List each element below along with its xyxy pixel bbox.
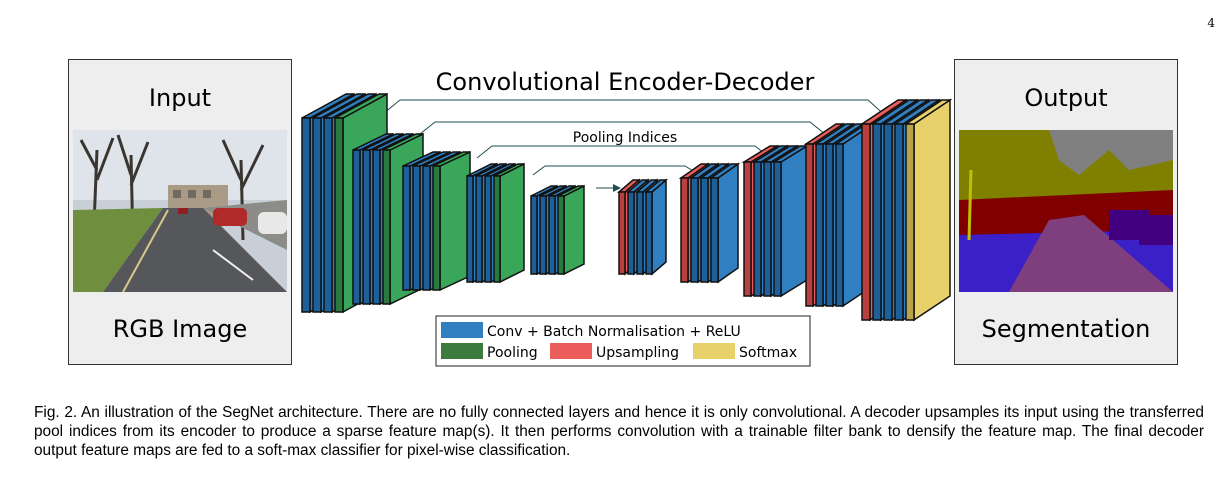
legend-label-conv: Conv + Batch Normalisation + ReLU bbox=[487, 324, 741, 340]
slab-front-face bbox=[906, 124, 914, 320]
legend-label-softmax: Softmax bbox=[739, 345, 798, 361]
slab-front-face bbox=[485, 176, 491, 282]
output-subtitle: Segmentation bbox=[981, 315, 1151, 343]
pooling-arrow-1 bbox=[378, 100, 888, 118]
softmax-layer-10-5 bbox=[906, 100, 950, 320]
slab-front-face bbox=[313, 118, 321, 312]
layer-blocks bbox=[302, 94, 950, 320]
slab-front-face bbox=[324, 118, 332, 312]
slab-front-face bbox=[646, 192, 652, 274]
slab-front-face bbox=[383, 150, 390, 304]
slab-front-face bbox=[353, 150, 360, 304]
slab-front-face bbox=[826, 144, 833, 306]
conv-layer-7-4 bbox=[711, 164, 738, 282]
slab-front-face bbox=[540, 196, 546, 274]
slab-front-face bbox=[476, 176, 482, 282]
slab-side-face bbox=[500, 164, 524, 282]
legend-label-upsampling: Upsampling bbox=[596, 345, 680, 361]
slab-front-face bbox=[423, 166, 430, 290]
slab-front-face bbox=[403, 166, 410, 290]
slab-front-face bbox=[373, 150, 380, 304]
figure-caption: Fig. 2. An illustration of the SegNet architecture. There are no fully connected layers and hence it is only convolutional. A decoder upsamples its input using the transferred pool indices from its encoder to produce a sparse feature map(s). It then performs convolution with a trainable filter bank to densify the feature map. The final decoder output feature maps are fed to a soft-max classifier for pixel-wise classification. bbox=[34, 404, 1204, 459]
slab-front-face bbox=[884, 124, 892, 320]
slab-front-face bbox=[335, 118, 343, 312]
slab-front-face bbox=[895, 124, 903, 320]
slab-front-face bbox=[363, 150, 370, 304]
pooling-arrow-3 bbox=[477, 146, 770, 158]
slab-side-face bbox=[914, 100, 950, 320]
legend-swatch-upsampling bbox=[550, 343, 592, 359]
pooling-layer-4-4 bbox=[494, 164, 524, 282]
conv-layer-6-4 bbox=[646, 180, 666, 274]
diagram-title: Convolutional Encoder-Decoder bbox=[435, 68, 815, 96]
slab-front-face bbox=[816, 144, 823, 306]
slab-side-face bbox=[440, 152, 470, 290]
slab-front-face bbox=[494, 176, 500, 282]
slab-side-face bbox=[652, 180, 666, 274]
pooling-layer-5-4 bbox=[558, 186, 584, 274]
output-title: Output bbox=[1024, 84, 1108, 112]
legend-label-pooling: Pooling bbox=[487, 345, 538, 361]
slab-side-face bbox=[564, 186, 584, 274]
pooling-arrow-4 bbox=[533, 166, 700, 175]
conv-layer-8-4 bbox=[774, 146, 807, 296]
slab-front-face bbox=[764, 162, 771, 296]
slab-front-face bbox=[433, 166, 440, 290]
slab-front-face bbox=[836, 144, 843, 306]
slab-side-face bbox=[718, 164, 738, 282]
slab-front-face bbox=[558, 196, 564, 274]
legend-swatch-conv bbox=[441, 322, 483, 338]
legend-swatch-pooling bbox=[441, 343, 483, 359]
slab-front-face bbox=[619, 192, 625, 274]
pooling-layer-3-4 bbox=[433, 152, 470, 290]
slab-front-face bbox=[862, 124, 870, 320]
legend-swatch-softmax bbox=[693, 343, 735, 359]
slab-front-face bbox=[711, 178, 718, 282]
slab-front-face bbox=[637, 192, 643, 274]
slab-front-face bbox=[413, 166, 420, 290]
legend bbox=[436, 316, 810, 366]
slab-front-face bbox=[754, 162, 761, 296]
slab-front-face bbox=[691, 178, 698, 282]
slab-front-face bbox=[744, 162, 751, 296]
slab-front-face bbox=[873, 124, 881, 320]
slab-front-face bbox=[531, 196, 537, 274]
slab-front-face bbox=[806, 144, 813, 306]
slab-front-face bbox=[628, 192, 634, 274]
slab-front-face bbox=[701, 178, 708, 282]
slab-front-face bbox=[467, 176, 473, 282]
pooling-indices-label: Pooling Indices bbox=[572, 130, 678, 146]
input-subtitle: RGB Image bbox=[112, 315, 248, 343]
slab-front-face bbox=[681, 178, 688, 282]
slab-front-face bbox=[302, 118, 310, 312]
page-number: 4 bbox=[1207, 16, 1215, 30]
slab-front-face bbox=[774, 162, 781, 296]
slab-side-face bbox=[781, 146, 807, 296]
input-title: Input bbox=[148, 84, 212, 112]
slab-front-face bbox=[549, 196, 555, 274]
